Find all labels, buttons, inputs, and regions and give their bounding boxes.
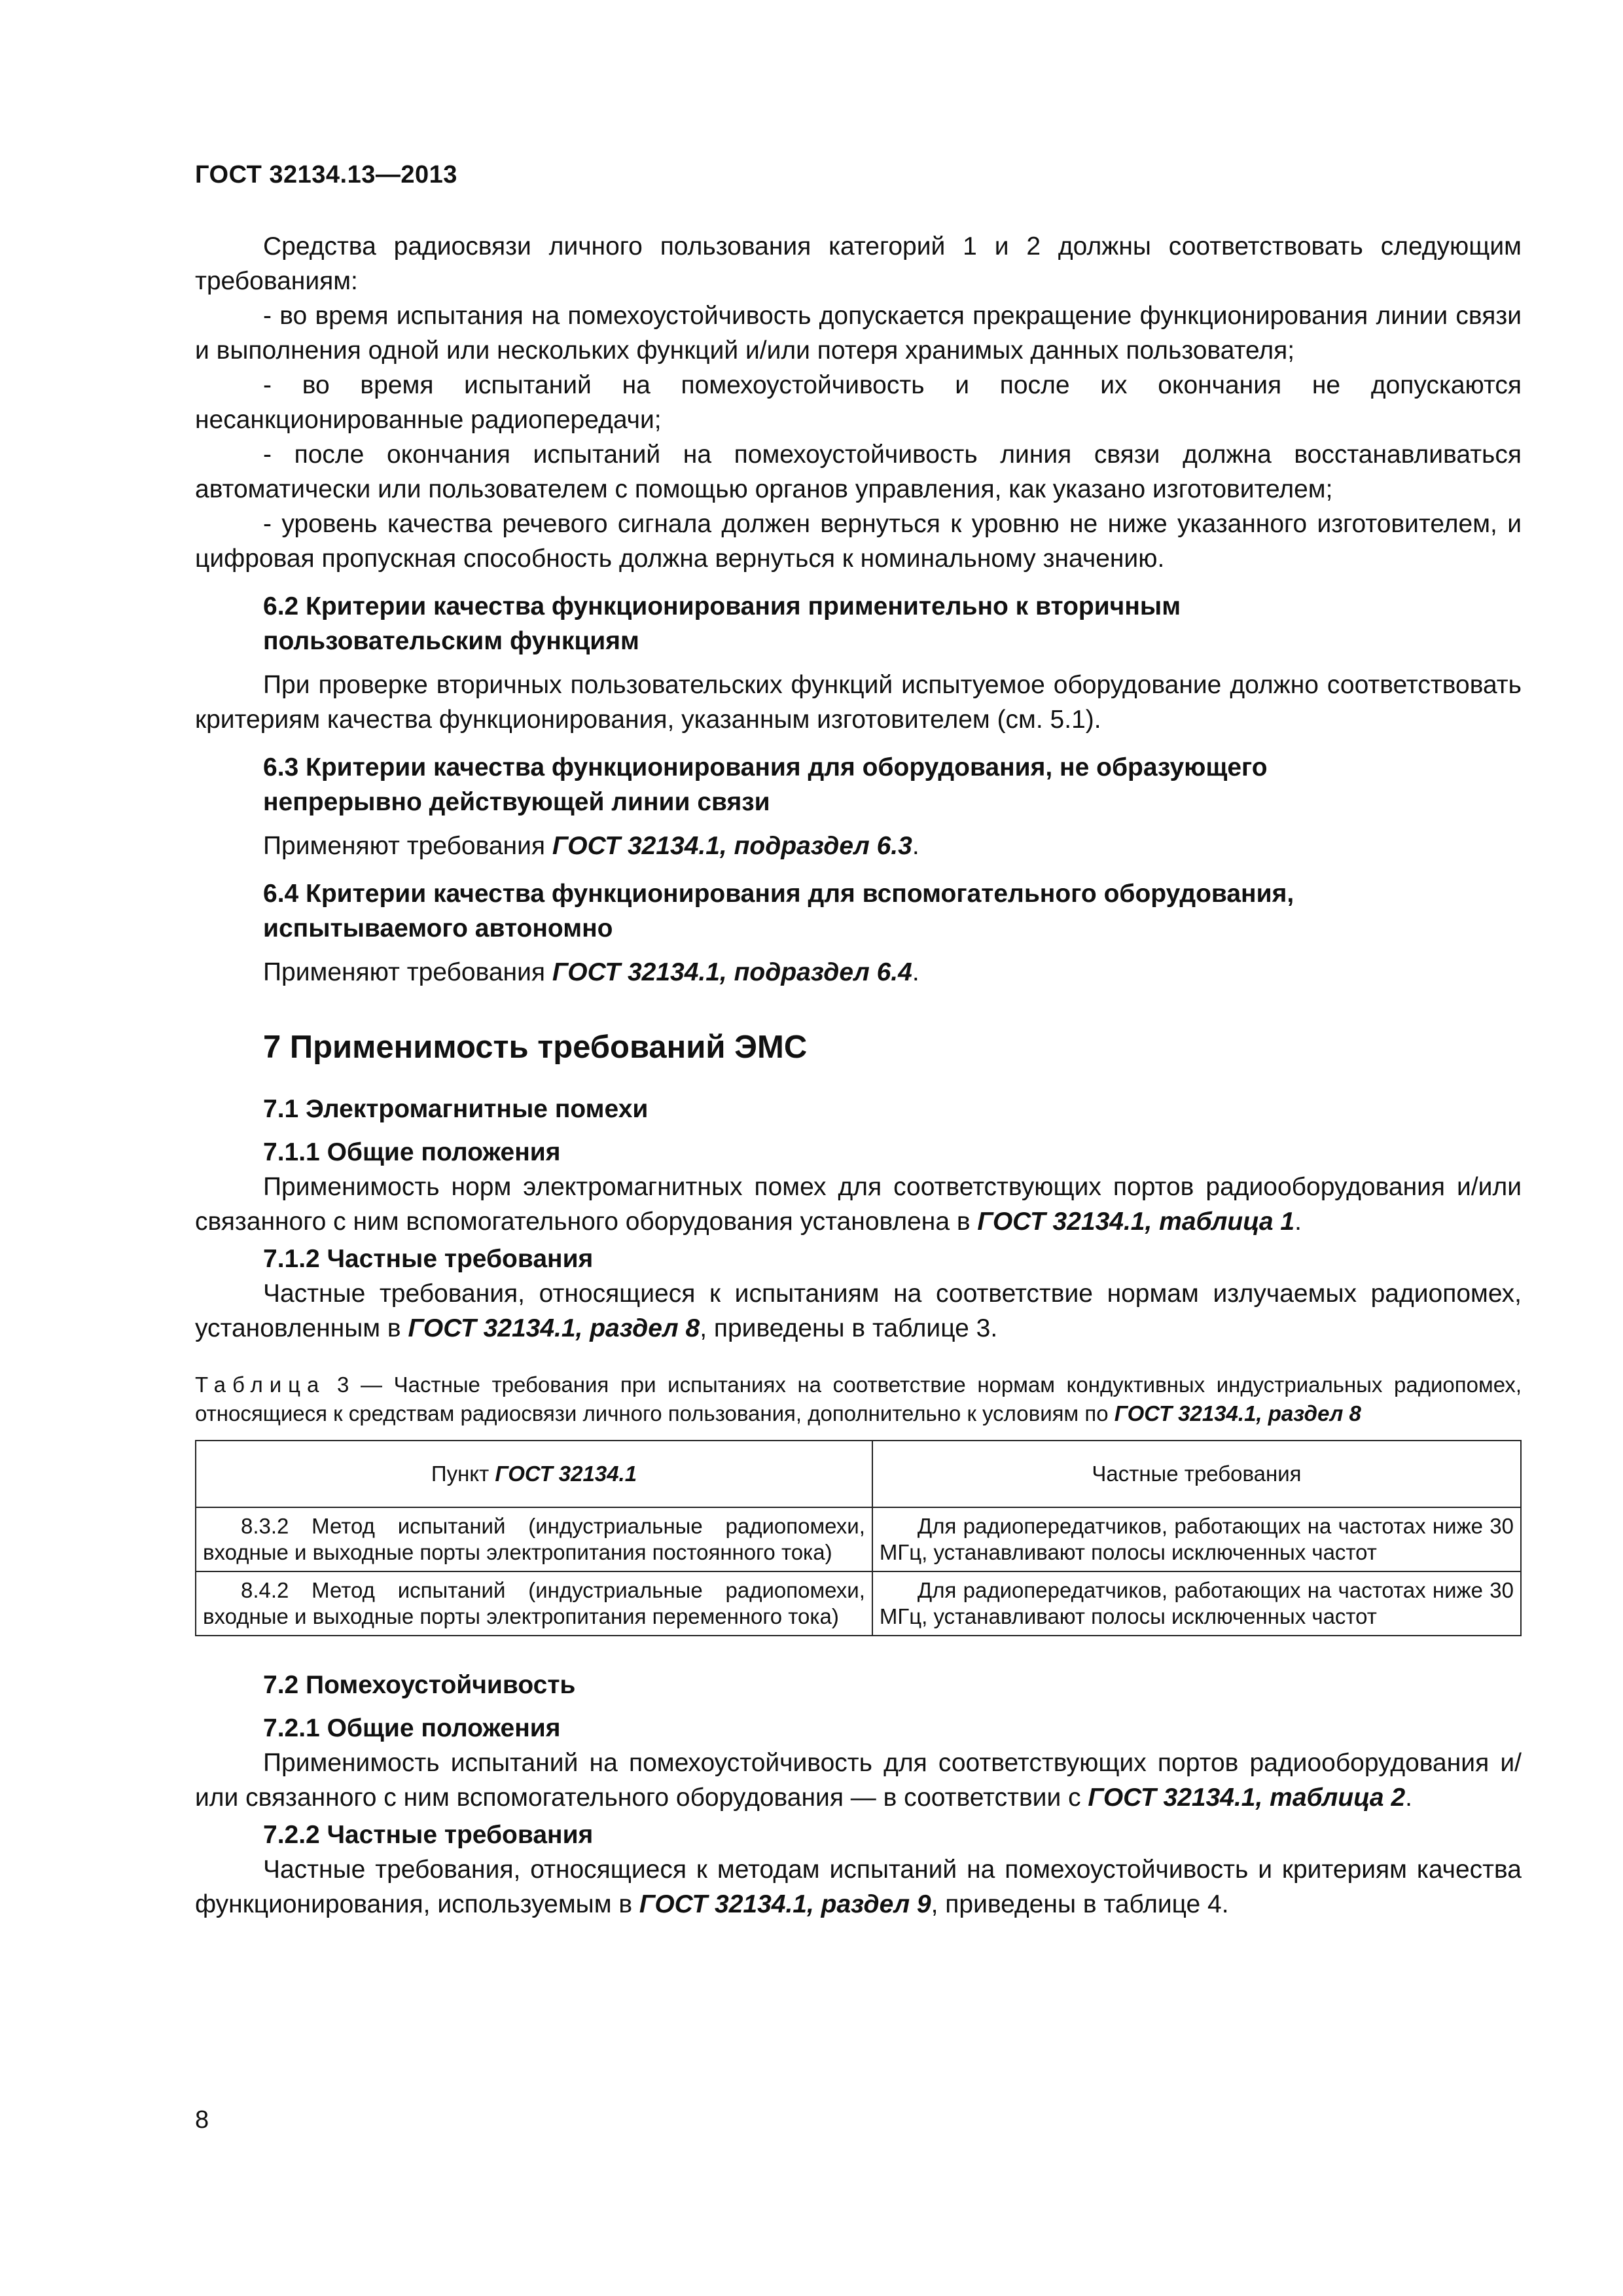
section-7-2-2-text-post: , приведены в таблице 4. (931, 1890, 1229, 1918)
standard-reference: ГОСТ 32134.1, раздел 8 (408, 1314, 700, 1342)
section-7-1-1-text (195, 1170, 1522, 1239)
requirement-item-1: - во время испытания на помехоустойчивость допускается прекращение функционирования линии связи и выполнения одной или нескольких функций и/или потеря хранимых данных пользователя; (195, 302, 1522, 365)
section-heading-6-3-line2: непрерывно действующей линии связи (263, 788, 770, 816)
standard-reference: ГОСТ 32134.1, раздел 9 (639, 1890, 931, 1918)
standard-reference: ГОСТ 32134.1 (495, 1462, 637, 1486)
table-cell-requirement (872, 1507, 1521, 1571)
section-6-3-text (195, 829, 1522, 863)
section-7-1-2-text (195, 1276, 1522, 1346)
section-heading-6-4-line1: 6.4 Критерии качества функционирования для вспомогательного оборудования, (263, 880, 1294, 908)
table-caption-label: Таблица (195, 1372, 326, 1397)
section-heading-7-2: 7.2 Помехоустойчивость (263, 1671, 576, 1699)
requirement-item-4: - уровень качества речевого сигнала должен вернуться к уровню не ниже указанного изготовителем, и цифровая пропускная способность должна вернуться к номинальному значению. (195, 510, 1522, 573)
section-heading-6-2 (263, 589, 1522, 658)
table-3-caption (195, 1371, 1522, 1428)
table-row (196, 1571, 1521, 1636)
document-header: ГОСТ 32134.13—2013 (195, 161, 457, 188)
section-7-1-2-text-pre: Частные требования, относящиеся к испытаниям на соответствие нормам излучаемых радиопомех, установленным в (195, 1280, 1522, 1342)
section-heading-7-2-1: 7.2.1 Общие положения (263, 1714, 561, 1742)
table-cell-requirement (872, 1571, 1521, 1636)
section-heading-6-2-line2: пользовательским функциям (263, 627, 639, 655)
table-cell-requirement-text: Для радиопередатчиков, работающих на частотах ниже 30 МГц, устанавливают полосы исключенных частот (879, 1578, 1514, 1628)
section-heading-6-4 (263, 876, 1522, 946)
table-cell-requirement-text: Для радиопередатчиков, работающих на частотах ниже 30 МГц, устанавливают полосы исключенных частот (879, 1514, 1514, 1564)
section-heading-7-1-1: 7.1.1 Общие положения (263, 1138, 561, 1166)
standard-reference: ГОСТ 32134.1, таблица 1 (977, 1208, 1295, 1236)
standard-reference: ГОСТ 32134.1, таблица 2 (1088, 1784, 1406, 1812)
column-header-clause (196, 1441, 872, 1507)
section-6-4-text-pre: Применяют требования (263, 958, 552, 986)
section-7-2-2-text (195, 1852, 1522, 1922)
standard-reference: ГОСТ 32134.1, раздел 8 (1114, 1401, 1361, 1426)
section-heading-6-3-line1: 6.3 Критерии качества функционирования для оборудования, не образующего (263, 753, 1268, 781)
section-6-4-text (195, 955, 1522, 990)
section-7-2-1-text-post: . (1405, 1784, 1412, 1812)
table-3 (195, 1440, 1522, 1636)
section-heading-7-1: 7.1 Электромагнитные помехи (263, 1095, 649, 1123)
table-cell-clause (196, 1571, 872, 1636)
table-cell-clause (196, 1507, 872, 1571)
section-heading-7-1-2: 7.1.2 Частные требования (263, 1245, 594, 1273)
section-6-4-text-post: . (912, 958, 919, 986)
requirement-item-3: - после окончания испытаний на помехоустойчивость линия связи должна восстанавливаться автоматически или пользователем с помощью органов управления, как указано изготовителем; (195, 440, 1522, 503)
table-header-row (196, 1441, 1521, 1507)
document-body (195, 229, 1522, 1922)
section-6-3-text-pre: Применяют требования (263, 832, 552, 860)
section-7-1-1-text-post: . (1294, 1208, 1302, 1236)
section-heading-6-2-line1: 6.2 Критерии качества функционирования применительно к вторичным (263, 592, 1181, 620)
section-heading-7: 7 Применимость требований ЭМС (263, 1030, 808, 1065)
section-heading-6-3 (263, 750, 1522, 819)
table-cell-clause-text: 8.3.2 Метод испытаний (индустриальные радиопомехи, входные и выходные порты электропитания постоянного тока) (203, 1514, 865, 1564)
standard-reference: ГОСТ 32134.1, подраздел 6.3 (552, 832, 912, 860)
requirement-item-2: - во время испытаний на помехоустойчивость и после их окончания не допускаются несанкционированные радиопередачи; (195, 371, 1522, 434)
table-cell-clause-text: 8.4.2 Метод испытаний (индустриальные радиопомехи, входные и выходные порты электропитания переменного тока) (203, 1578, 865, 1628)
column-header-clause-pre: Пункт (431, 1462, 495, 1486)
section-7-2-2-text-pre: Частные требования, относящиеся к методам испытаний на помехоустойчивость и критериям качества функционирования, используемым в (195, 1856, 1522, 1918)
section-7-2-1-text-pre: Применимость испытаний на помехоустойчивость для соответствующих портов радиооборудования и/или связанного с ним вспомогательного оборудования — в соответствии с (195, 1749, 1522, 1812)
section-7-2-1-text (195, 1746, 1522, 1815)
section-7-1-2-text-post: , приведены в таблице 3. (700, 1314, 998, 1342)
section-heading-6-4-line2: испытываемого автономно (263, 914, 613, 942)
column-header-requirements: Частные требования (872, 1441, 1521, 1507)
intro-paragraph: Средства радиосвязи личного пользования категорий 1 и 2 должны соответствовать следующим требованиям: (195, 232, 1522, 295)
table-caption-text: 3 — Частные требования при испытаниях на соответствие нормам кондуктивных индустриальных радиопомех, относящиеся к средствам радиосвязи личного пользования, дополнительно к условиям по (195, 1372, 1522, 1426)
section-heading-7-2-2: 7.2.2 Частные требования (263, 1821, 594, 1849)
page-number: 8 (195, 2106, 209, 2134)
section-7-1-1-text-pre: Применимость норм электромагнитных помех для соответствующих портов радиооборудования и/или связанного с ним вспомогательного оборудования установлена в (195, 1173, 1522, 1236)
table-row (196, 1507, 1521, 1571)
section-6-2-text: При проверке вторичных пользовательских функций испытуемое оборудование должно соответствовать критериям качества функционирования, указанным изготовителем (см. 5.1). (195, 671, 1522, 734)
section-6-3-text-post: . (912, 832, 919, 860)
standard-reference: ГОСТ 32134.1, подраздел 6.4 (552, 958, 912, 986)
